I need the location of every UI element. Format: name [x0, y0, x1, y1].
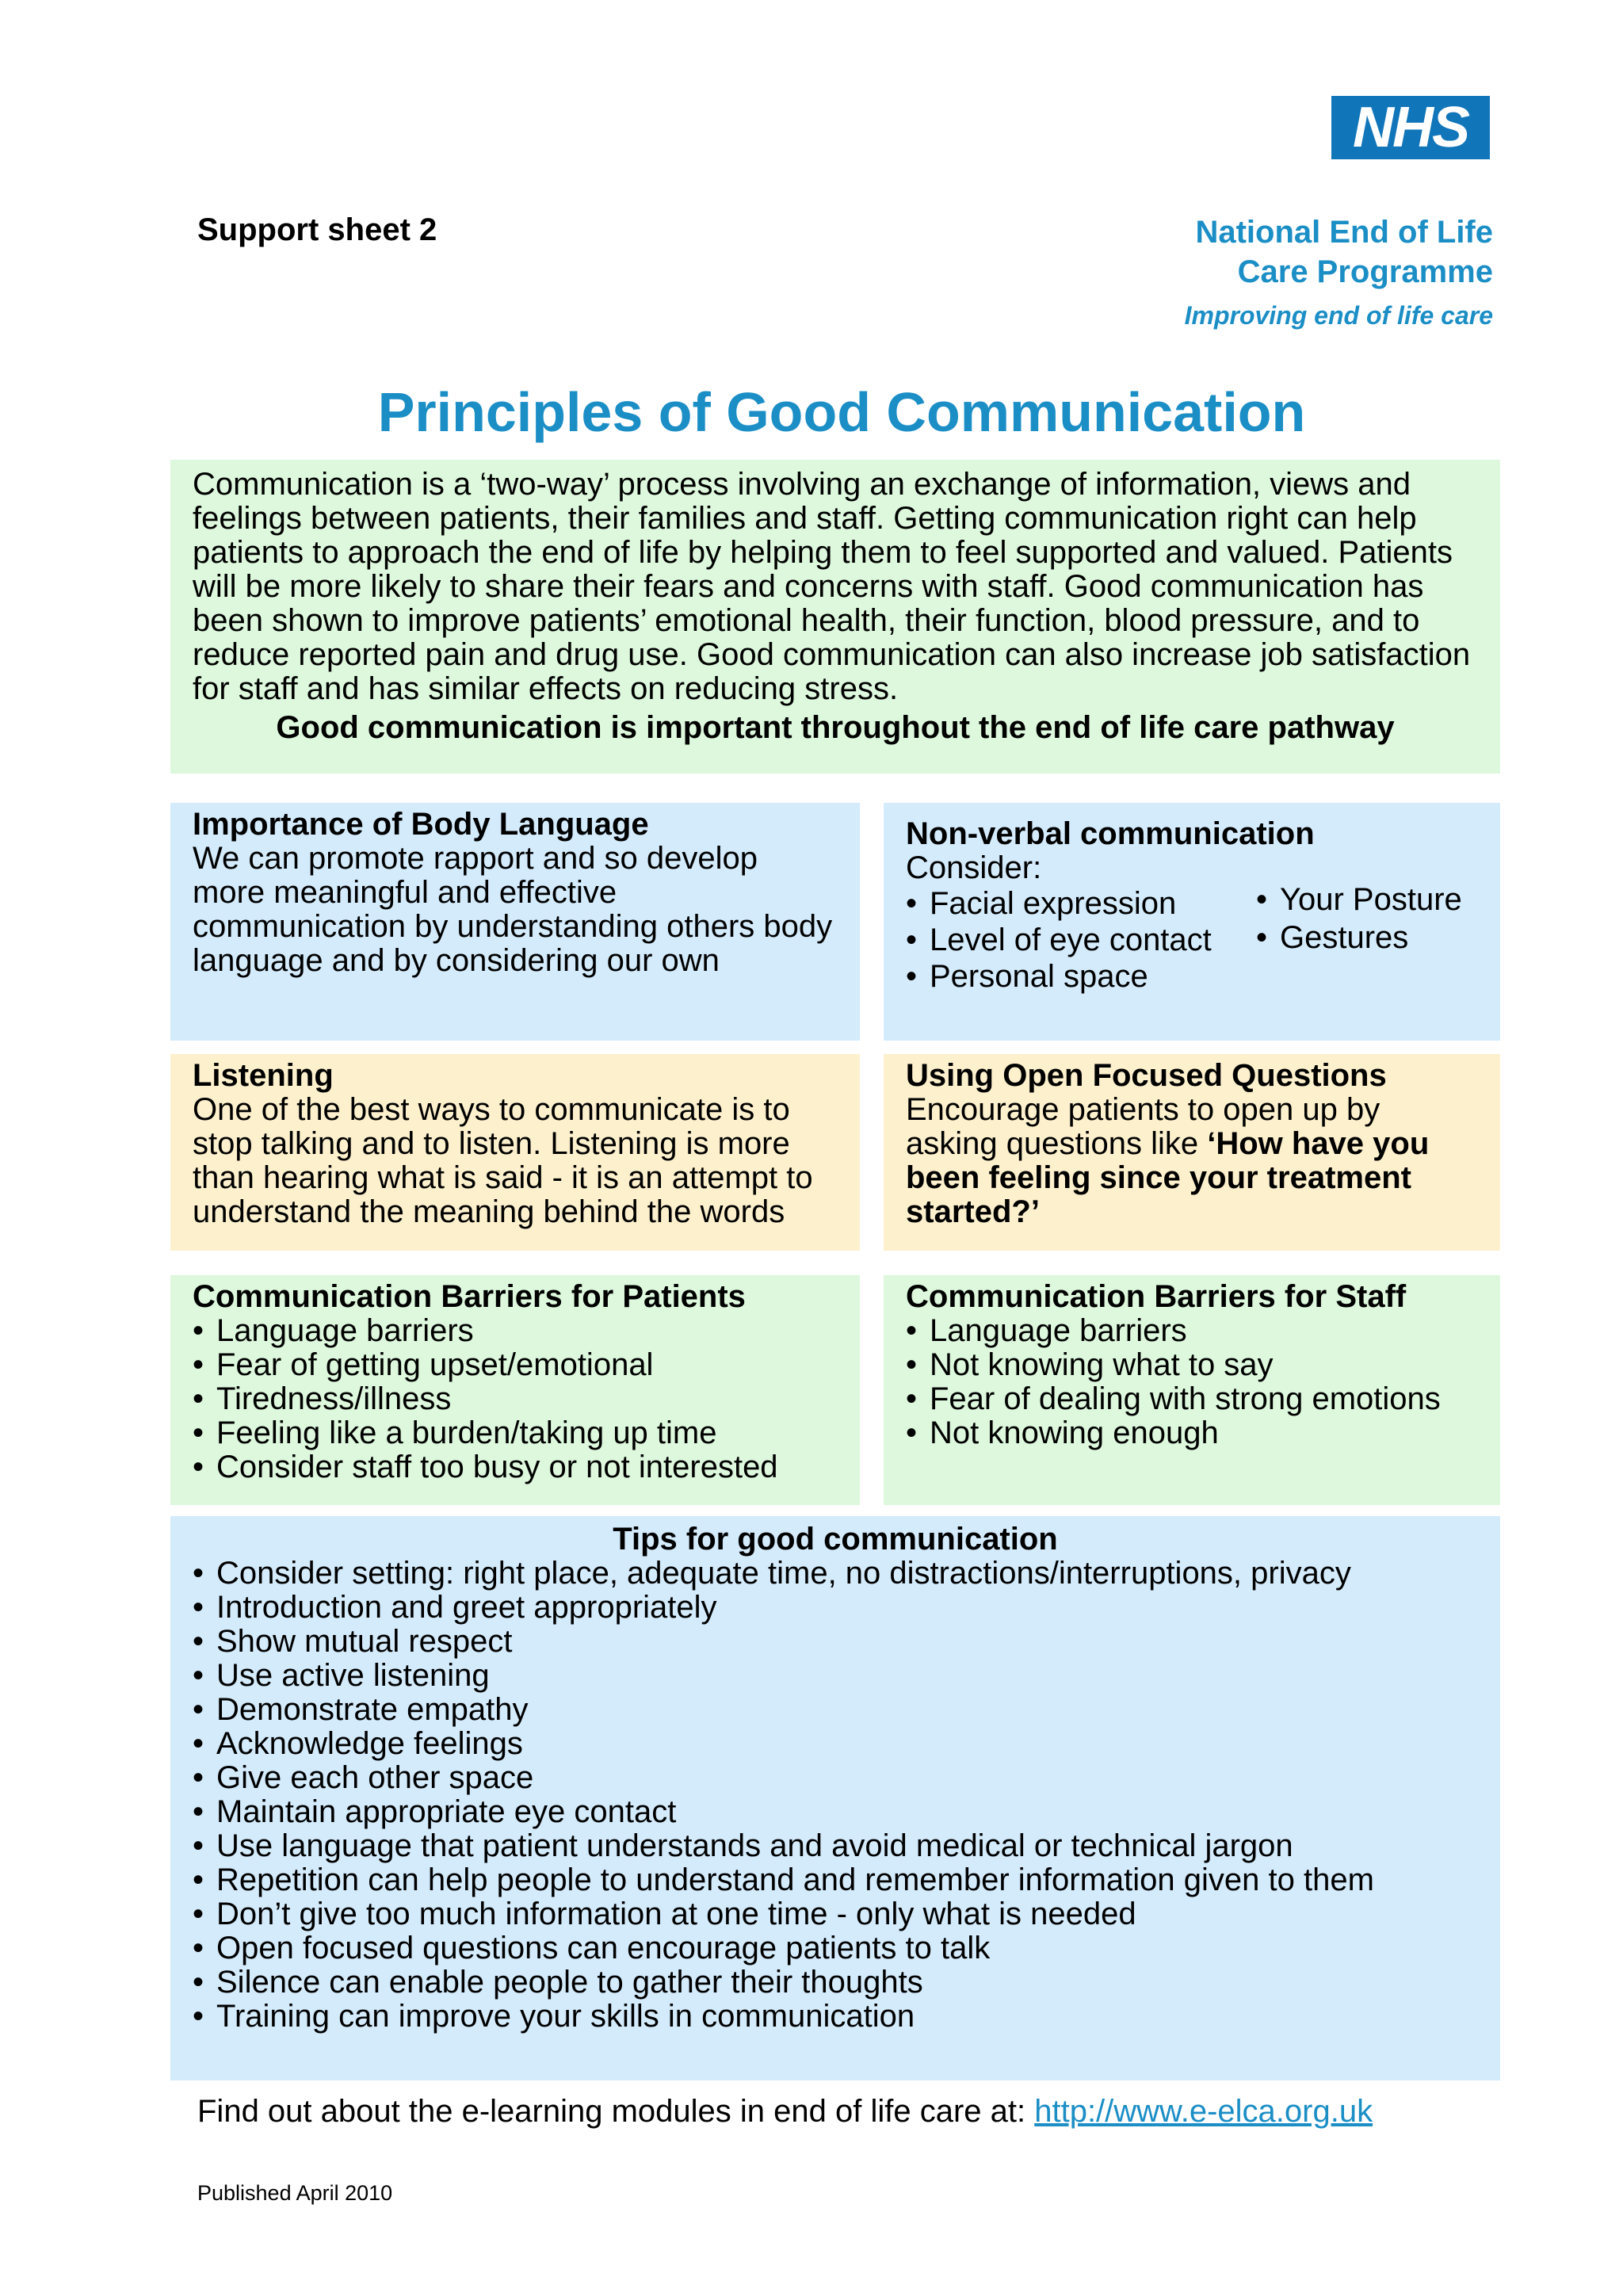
list-item: • Level of eye contact [906, 922, 1256, 958]
listening-heading: Listening [193, 1058, 334, 1093]
patient-barriers-list [193, 1314, 838, 1484]
listening-panel [170, 1054, 860, 1251]
intro-paragraph: Communication is a ‘two-way’ process involving an exchange of information, views and feelings between patients, their families and staff. Getting communication right can help patients to approach the end of life by helping them to feel supported and valued. Patients will be more likely to share their fears and concerns with staff. Good communication has been shown to improve patients’ emotional health, their function, blood pressure, and to reduce reported pain and drug use. Good communication can also increase job satisfaction for staff and has similar effects on reducing stress. [193, 467, 1471, 706]
org-line-1: National End of Life [1195, 215, 1493, 250]
list-item: • Language barriers [193, 1314, 838, 1348]
tips-heading: Tips for good communication [613, 1522, 1058, 1557]
open-questions-text-block [906, 1093, 1478, 1229]
list-item: • Give each other space [193, 1761, 1478, 1795]
nhs-logo: NHS [1331, 96, 1490, 159]
body-language-text: We can promote rapport and so develop more meaningful and effective communication by understanding others body language and by considering our own [193, 841, 833, 978]
body-language-heading: Importance of Body Language [193, 807, 649, 842]
list-item: • Don’t give too much information at one time - only what is needed [193, 1897, 1478, 1931]
open-questions-text: Encourage patients to open up by asking questions like [906, 1092, 1381, 1161]
list-item: • Facial expression [906, 885, 1256, 922]
nonverbal-consider: Consider: [906, 850, 1042, 885]
list-item: • Training can improve your skills in communication [193, 2000, 1478, 2034]
list-item: • Tiredness/illness [193, 1382, 838, 1416]
list-item: • Consider staff too busy or not interested [193, 1450, 838, 1484]
org-tagline: Improving end of life care [1184, 301, 1493, 330]
list-item: • Show mutual respect [193, 1625, 1478, 1659]
staff-barriers-heading: Communication Barriers for Staff [906, 1279, 1407, 1314]
list-item: • Maintain appropriate eye contact [193, 1795, 1478, 1829]
list-item: • Open focused questions can encourage patients to talk [193, 1931, 1478, 1966]
staff-barriers-panel [884, 1275, 1500, 1505]
tips-list [193, 1557, 1478, 2034]
nonverbal-left-list [906, 885, 1256, 995]
list-item: • Fear of getting upset/emotional [193, 1348, 838, 1382]
list-item: • Fear of dealing with strong emotions [906, 1382, 1478, 1416]
list-item: • Silence can enable people to gather their thoughts [193, 1966, 1478, 2000]
nonverbal-right-list [1256, 881, 1462, 995]
list-item: • Feeling like a burden/taking up time [193, 1416, 838, 1450]
intro-panel [170, 460, 1500, 774]
body-language-panel [170, 803, 860, 1041]
list-item: • Not knowing enough [906, 1416, 1478, 1450]
staff-barriers-list [906, 1314, 1478, 1450]
list-item: • Repetition can help people to understand and remember information given to them [193, 1863, 1478, 1897]
list-item: • Personal space [906, 958, 1256, 995]
nonverbal-lists [906, 882, 1478, 995]
list-item: • Language barriers [906, 1314, 1478, 1348]
list-item: • Use language that patient understands and avoid medical or technical jargon [193, 1829, 1478, 1863]
nonverbal-panel [884, 803, 1500, 1041]
list-item: • Introduction and greet appropriately [193, 1591, 1478, 1625]
patient-barriers-heading: Communication Barriers for Patients [193, 1279, 746, 1314]
list-item: • Demonstrate empathy [193, 1693, 1478, 1727]
page-title: Principles of Good Communication [377, 381, 1306, 443]
open-questions-panel [884, 1054, 1500, 1251]
published-date: Published April 2010 [197, 2181, 393, 2205]
intro-conclusion: Good communication is important throughout the end of life care pathway [276, 710, 1395, 745]
list-item: • Gestures [1256, 919, 1462, 957]
list-item: • Use active listening [193, 1659, 1478, 1693]
list-item: • Consider setting: right place, adequate time, no distractions/interruptions, privacy [193, 1557, 1478, 1591]
nonverbal-heading: Non-verbal communication [906, 816, 1315, 851]
elearning-link[interactable]: http://www.e-elca.org.uk [1034, 2094, 1373, 2129]
elearning-note [197, 2094, 1373, 2130]
open-questions-heading: Using Open Focused Questions [906, 1058, 1387, 1093]
list-item: • Not knowing what to say [906, 1348, 1478, 1382]
patient-barriers-panel [170, 1275, 860, 1505]
organisation-block [1185, 212, 1493, 339]
list-item: • Your Posture [1256, 881, 1462, 919]
org-line-2: Care Programme [1237, 254, 1493, 289]
open-questions-example: ‘How have you been feeling since your treatment started?’ [906, 1126, 1430, 1229]
support-sheet-label: Support sheet 2 [197, 212, 437, 247]
listening-text: One of the best ways to communicate is to stop talking and to listen. Listening is more than hearing what is said - it is an attempt to understand the meaning behind the words [193, 1092, 813, 1229]
tips-panel [170, 1516, 1500, 2080]
elearning-text: Find out about the e-learning modules in end of life care at: [197, 2094, 1035, 2129]
list-item: • Acknowledge feelings [193, 1727, 1478, 1761]
